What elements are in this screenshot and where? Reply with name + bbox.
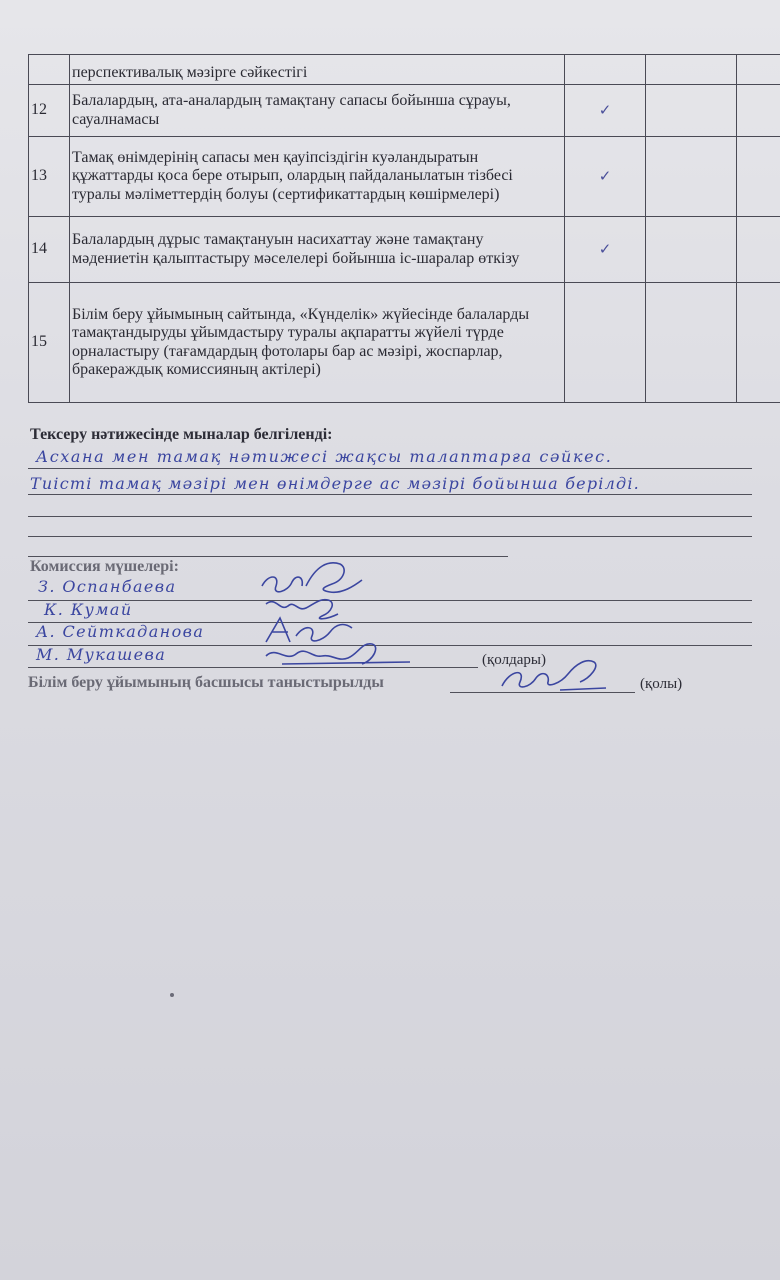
signatures-label: (қолдары) xyxy=(482,652,546,668)
commission-member-name: М. Мукашева xyxy=(36,645,167,664)
paper-speck xyxy=(170,993,174,997)
row-number: 13 xyxy=(29,137,70,217)
row-number: 14 xyxy=(29,217,70,283)
empty-cell xyxy=(646,85,737,137)
check-cell xyxy=(565,217,646,283)
row-number xyxy=(29,55,70,85)
writing-line xyxy=(28,600,752,601)
empty-cell xyxy=(646,217,737,283)
writing-line xyxy=(28,536,752,537)
empty-cell xyxy=(646,283,737,403)
empty-cell xyxy=(737,55,780,85)
row-number: 15 xyxy=(29,283,70,403)
check-mark: ✓ xyxy=(598,166,612,185)
row-criterion: Балалардың, ата-аналардың тамақтану сапасы бойынша сұрауы, сауалнамасы xyxy=(70,85,565,137)
check-cell xyxy=(565,55,646,85)
findings-handwritten-line: Тиісті тамақ мәзірі мен өнімдерге ас мәзірі бойынша берілді. xyxy=(30,474,640,493)
check-mark: ✓ xyxy=(598,239,612,258)
signature-scribble xyxy=(262,636,412,677)
empty-cell xyxy=(646,55,737,85)
table-row xyxy=(29,85,780,137)
empty-cell xyxy=(737,137,780,217)
commission-member-name: К. Кумай xyxy=(44,600,133,619)
row-criterion: Балалардың дұрыс тамақтануын насихаттау және тамақтану мәдениетін қалыптастыру мәселелері бойынша іс-шаралар өткізу xyxy=(70,217,565,283)
check-cell xyxy=(565,137,646,217)
head-acknowledged-label: Білім беру ұйымының басшысы таныстырылды xyxy=(28,674,384,691)
commission-heading: Комиссия мүшелері: xyxy=(30,558,179,575)
row-criterion: Тамақ өнімдерінің сапасы мен қауіпсіздігін куәландыратын құжаттарды қоса бере отырып, олардың пайдаланылатын тізбесі туралы мәліметтердің болуы (сертификаттардың көшірмелері) xyxy=(70,137,565,217)
findings-heading: Тексеру нәтижесінде мыналар белгіленді: xyxy=(30,426,333,443)
table-row xyxy=(29,55,780,85)
writing-line xyxy=(28,468,752,469)
writing-line xyxy=(28,494,752,495)
row-criterion: перспективалық мәзірге сәйкестігі xyxy=(70,55,565,85)
check-cell xyxy=(565,85,646,137)
writing-line xyxy=(28,516,752,517)
empty-cell xyxy=(737,85,780,137)
empty-cell xyxy=(737,217,780,283)
check-mark: ✓ xyxy=(598,100,612,119)
commission-member-name: З. Оспанбаева xyxy=(38,577,177,596)
findings-handwritten-line: Асхана мен тамақ нәтижесі жақсы талаптарға сәйкес. xyxy=(36,447,613,466)
signature-label: (қолы) xyxy=(640,676,683,692)
table-row xyxy=(29,217,780,283)
empty-cell xyxy=(646,137,737,217)
empty-cell xyxy=(737,283,780,403)
checklist-table xyxy=(28,54,780,403)
commission-member-name: А. Сейткаданова xyxy=(36,622,205,641)
row-number: 12 xyxy=(29,85,70,137)
table-row xyxy=(29,137,780,217)
table-row xyxy=(29,283,780,403)
row-criterion: Білім беру ұйымының сайтында, «Күнделік» жүйесінде балаларды тамақтандыруды ұйымдастыру туралы ақпаратты жүйелі түрде орналастыру (тағамдардың фотолары бар ас мәзірі, жоспарлар, бракераждық комиссияның актілері) xyxy=(70,283,565,403)
head-signature-scribble xyxy=(490,650,610,701)
check-cell xyxy=(565,283,646,403)
